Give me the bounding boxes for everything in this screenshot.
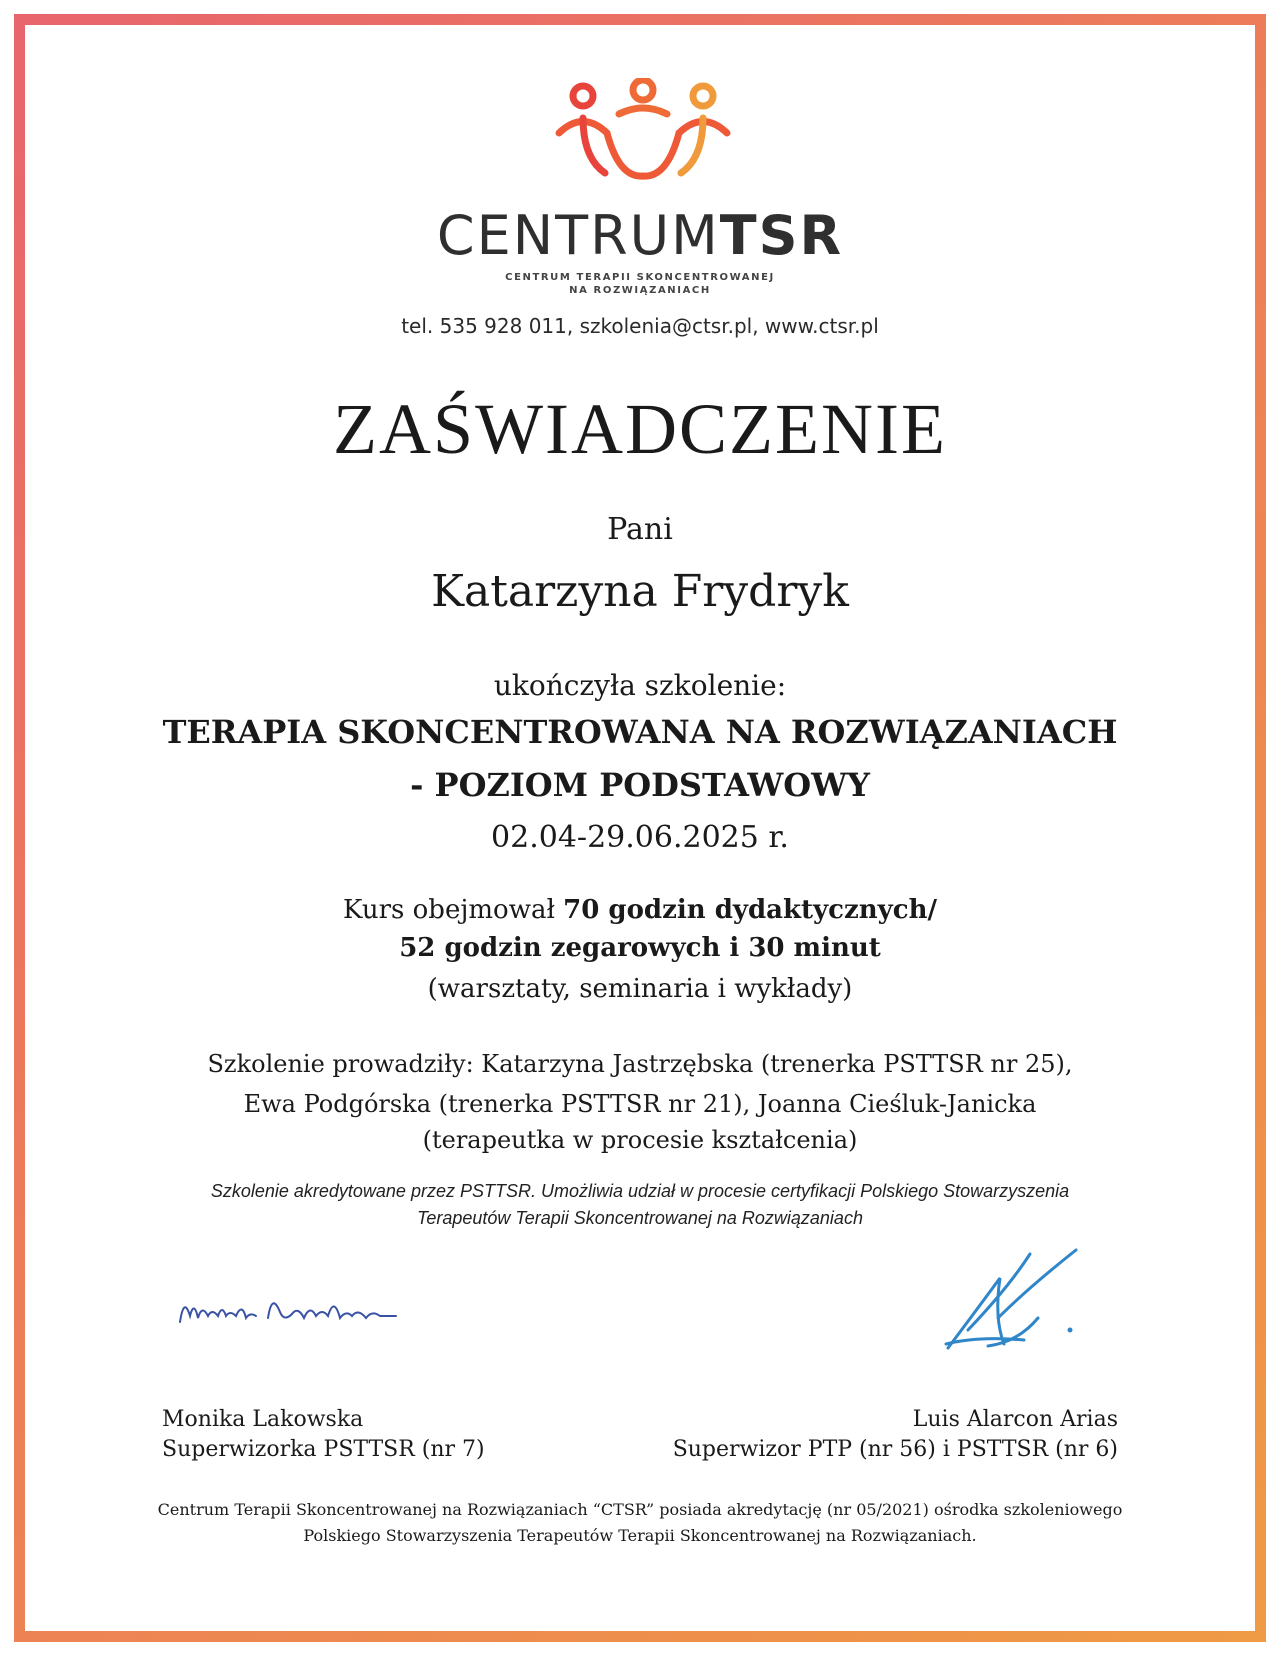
logo-wordmark-bold: TSR [719,204,844,267]
signer-right [673,1405,1118,1465]
signer-left-name: Monika Lakowska [162,1407,364,1432]
footer-line2: Polskiego Stowarzyszenia Terapeutów Terapii Skoncentrowanej na Rozwiązaniach. [303,1526,977,1545]
salutation: Pani [607,512,673,547]
trainers-line1: Szkolenie prowadziły: Katarzyna Jastrzębska (trenerka PSTTSR nr 25), [207,1050,1073,1078]
hours-prefix: Kurs obejmował [343,895,564,925]
signer-left [162,1405,485,1465]
hours-forms: (warsztaty, seminaria i wykłady) [427,974,853,1004]
footer-line1: Centrum Terapii Skoncentrowanej na Rozwiązaniach “CTSR” posiada akredytację (nr 05/2021) ośrodka szkoleniowego [157,1500,1123,1519]
signer-right-role: Superwizor PTP (nr 56) i PSTTSR (nr 6) [672,1437,1118,1462]
hours-line1 [0,895,1280,925]
logo-subtitle-line2: NA ROZWIĄZANIACH [569,285,711,296]
completed-label: ukończyła szkolenie: [493,669,787,702]
logo-wordmark [0,204,1280,267]
contact-line: tel. 535 928 011, szkolenia@ctsr.pl, www.ctsr.pl [401,314,879,338]
recipient-name: Katarzyna Frydryk [431,566,849,617]
trainers-line3: (terapeutka w procesie kształcenia) [422,1126,858,1154]
accreditation-line2: Terapeutów Terapii Skoncentrowanej na Rozwiązaniach [417,1208,863,1228]
course-dates: 02.04-29.06.2025 r. [491,820,789,855]
accreditation-line1: Szkolenie akredytowane przez PSTTSR. Umożliwia udział w procesie certyfikacji Polskiego Stowarzyszenia [210,1181,1070,1201]
certificate-title: ZAŚWIADCZENIE [333,389,947,469]
signer-left-role: Superwizorka PSTTSR (nr 7) [162,1437,485,1462]
course-title-line2: - POZIOM PODSTAWOWY [410,766,870,804]
signature-right-image [938,1248,1088,1368]
trainers-line2: Ewa Podgórska (trenerka PSTTSR nr 21), Joanna Cieśluk-Janicka [243,1090,1037,1118]
hours-didactic: 70 godzin dydaktycznych/ [563,895,937,925]
logo-wordmark-light: CENTRUM [436,204,720,267]
signature-left-image [172,1282,412,1338]
logo-subtitle-line1: CENTRUM TERAPII SKONCENTROWANEJ [505,272,775,283]
hours-clock: 52 godzin zegarowych i 30 minut [399,933,881,963]
course-title-line1: TERAPIA SKONCENTROWANA NA ROZWIĄZANIACH [162,713,1118,751]
centrum-tsr-logo-icon [553,78,733,188]
signer-right-name: Luis Alarcon Arias [912,1407,1118,1432]
